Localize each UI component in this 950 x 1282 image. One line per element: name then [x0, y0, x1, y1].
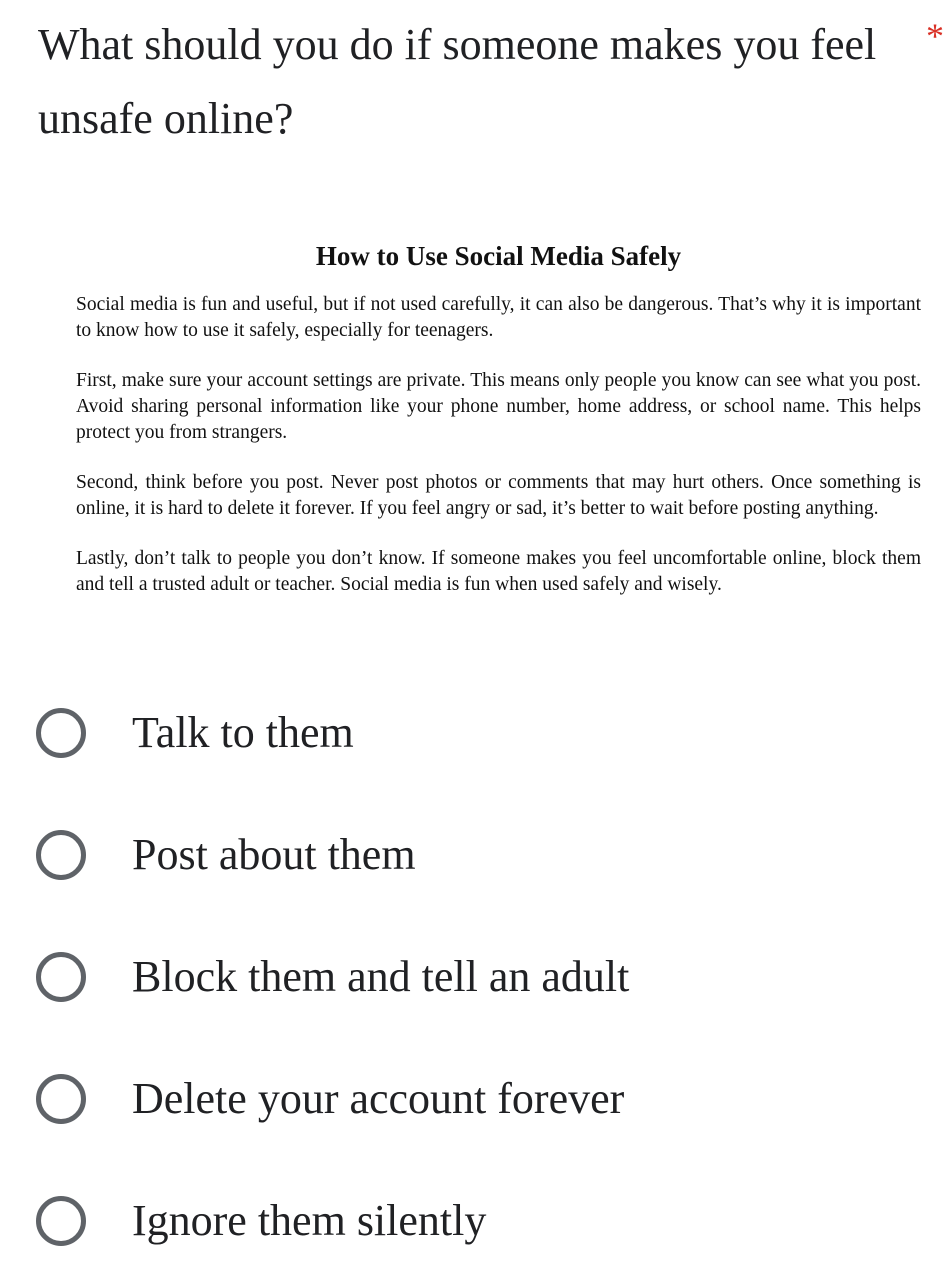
option-label: Post about them [132, 830, 416, 879]
radio-button[interactable] [36, 1196, 86, 1246]
option-block-and-tell-adult[interactable] [36, 916, 916, 1038]
option-label: Ignore them silently [132, 1196, 487, 1245]
article-image [76, 236, 921, 622]
option-post-about-them[interactable] [36, 794, 916, 916]
option-label: Talk to them [132, 708, 354, 757]
option-talk-to-them[interactable] [36, 672, 916, 794]
radio-button[interactable] [36, 830, 86, 880]
article-paragraph-4: Lastly, don’t talk to people you don’t know. If someone makes you feel uncomfortable online, block them and tell a trusted adult or teacher. Social media is fun when used safely and wisely. [76, 548, 921, 595]
answer-options [36, 672, 916, 1282]
option-label: Delete your account forever [132, 1074, 625, 1123]
article-paragraph-3: Second, think before you post. Never post photos or comments that may hurt others. Once something is online, it is hard to delete it forever. If you feel angry or sad, it’s better to wait before posting anything. [76, 472, 921, 519]
option-label: Block them and tell an adult [132, 952, 630, 1001]
question-title: What should you do if someone makes you feel unsafe online? [38, 20, 877, 143]
article-paragraph-2: First, make sure your account settings are private. This means only people you know can see what you post. Avoid sharing personal information like your phone number, home address, or school name. This helps protect you from strangers. [76, 370, 921, 443]
article-title: How to Use Social Media Safely [315, 241, 682, 271]
required-indicator: * [926, 16, 944, 56]
radio-button[interactable] [36, 708, 86, 758]
option-delete-account[interactable] [36, 1038, 916, 1160]
article-paragraph-1: Social media is fun and useful, but if not used carefully, it can also be dangerous. That’s why it is important to know how to use it safely, especially for teenagers. [76, 294, 921, 341]
radio-button[interactable] [36, 1074, 86, 1124]
radio-button[interactable] [36, 952, 86, 1002]
option-ignore-silently[interactable] [36, 1160, 916, 1282]
